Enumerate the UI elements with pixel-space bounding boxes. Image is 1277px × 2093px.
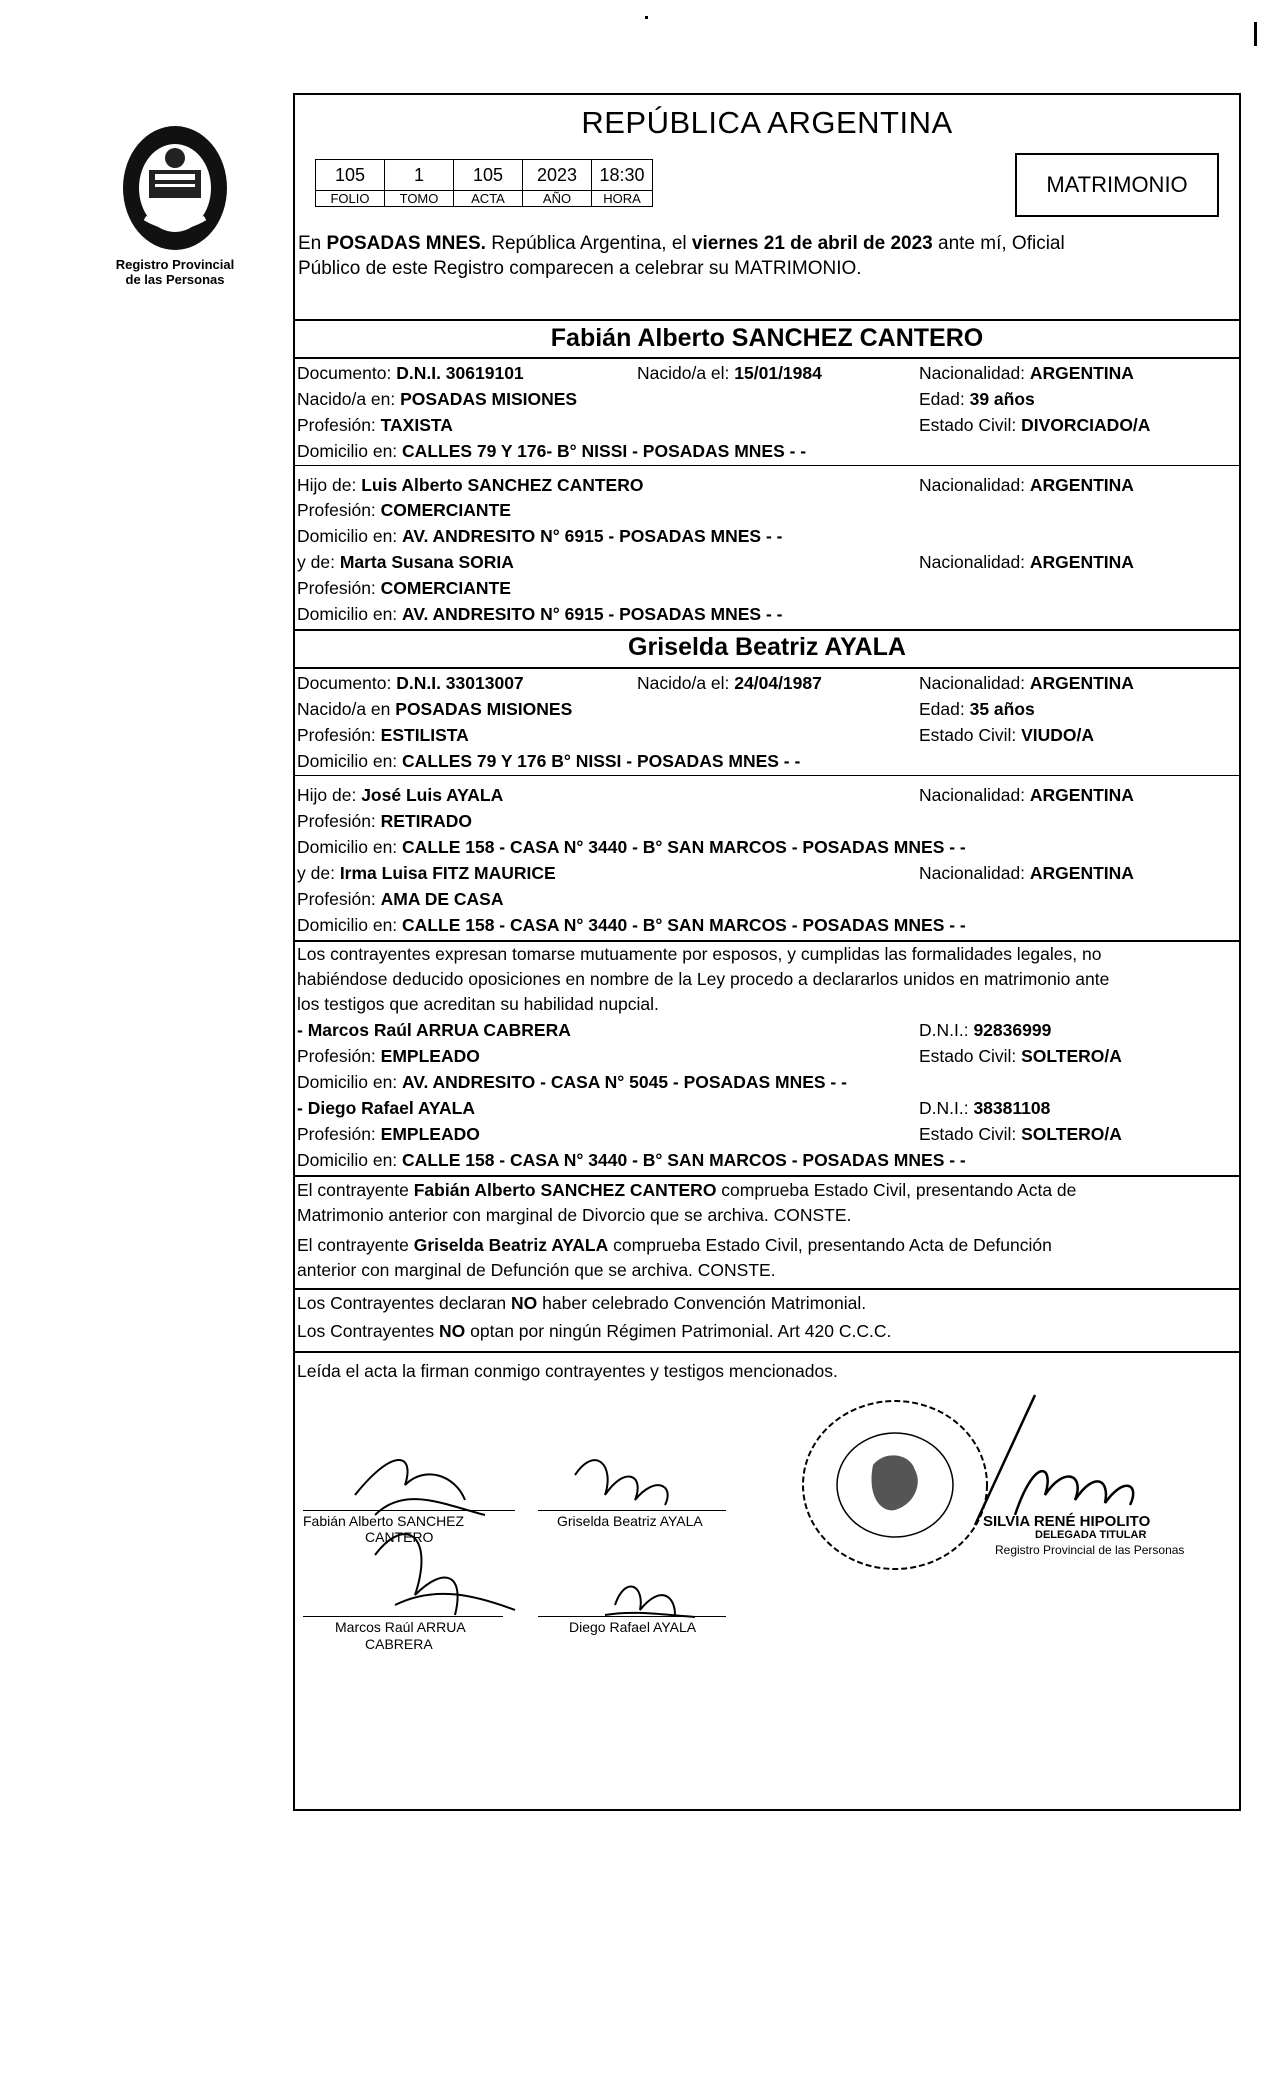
c2-nacido-el: Nacido/a el: 24/04/1987 bbox=[637, 673, 822, 693]
c1-padre-profesion: Profesión: COMERCIANTE bbox=[297, 500, 511, 520]
contrayente-1-name: Fabián Alberto SANCHEZ CANTERO bbox=[550, 324, 984, 352]
t1-estado-civil: Estado Civil: SOLTERO/A bbox=[919, 1046, 1122, 1066]
tomo-value: 1 bbox=[385, 160, 454, 191]
sig-label-2: Griselda Beatriz AYALA bbox=[557, 1513, 703, 1529]
hora-label: HORA bbox=[592, 191, 653, 207]
logo-caption-1: Registro Provincial bbox=[115, 257, 235, 272]
anio-value: 2023 bbox=[523, 160, 592, 191]
c2-padre-domicilio: Domicilio en: CALLE 158 - CASA N° 3440 - B° SAN MARCOS - POSADAS MNES - - bbox=[297, 837, 966, 857]
logo-caption-2: de las Personas bbox=[125, 272, 225, 287]
t1-domicilio: Domicilio en: AV. ANDRESITO - CASA N° 5045 - POSADAS MNES - - bbox=[297, 1072, 847, 1092]
t2-profesion: Profesión: EMPLEADO bbox=[297, 1124, 480, 1144]
oficial-title: DELEGADA TITULAR bbox=[1035, 1529, 1147, 1541]
c1-madre-profesion: Profesión: COMERCIANTE bbox=[297, 578, 511, 598]
folio-value: 105 bbox=[316, 160, 385, 191]
c1-padre: Hijo de: Luis Alberto SANCHEZ CANTERO bbox=[297, 475, 644, 495]
acta-document: REPÚBLICA ARGENTINA 105 1 105 2023 18:30 FOLIO TOMO ACTA AÑO HORA MATRIMONIO En POSADAS MNES. República Argentina, el viernes 21 de abril de 2023 ante mí, Oficial Público de este Registro comparecen a celebrar su MATRIMONIO. Fabián Alberto SANCHEZ CANTERO Documento: D.N.I. 30619101 Nacido/a el: 15/01/1984 Nacionalidad: ARGENTINA Nacido/a en: POSADAS MISIONES Edad: 39 años Profesión: TAXISTA Estado Civil: DIVORCIADO/A Domicilio en: CALLES 79 Y 176- B° NISSI - POSADAS MNES - - Hijo de: Luis Alberto SANCHEZ CANTERO Nacionalidad: ARGENTINA Profesión: COMERCIANTE Domicilio en: AV. ANDRESITO N° 6915 - POSADAS MNES - - y de: Marta Susana SORIA Nacionalidad: ARGENTINA Profesión: COMERCIANTE Domicilio en: AV. ANDRESITO N° 6915 - POSADAS MNES - - Griselda Beatriz AYALA Documento: D.N.I. 33013007 Nacido/a el: 24/04/1987 Nacionalidad: ARGENTINA Nacido/a en POSADAS MISIONES Edad: 35 años Profesión: ESTILISTA Estado Civil: VIUDO/A Domicilio en: CALLES 79 Y 176 B° NISSI - POSADAS MNES - - Hijo de: José Luis AYALA Nacionalidad: ARGENTINA Profesión: RETIRADO Domicilio en: CALLE 158 - CASA N° 3440 - B° SAN MARCOS - POSADAS MNES - - y de: Irma Luisa FITZ MAURICE Nacionalidad: ARGENTINA Profesión: AMA DE CASA Domicilio en: CALLE 158 - CASA N° 3440 - B° SAN MARCOS - POSADAS MNES - - Los contrayentes expresan tomarse mutuamente por esposos, y cumplidas las formalidades legales, no habiéndose deducido oposiciones en nombre de la Ley procedo a declararlos unidos en matrimonio ante los testigos que acreditan su habilidad nupcial. - Marcos Raúl ARRUA CABRERA D.N.I.: 92836999 Profesión: EMPLEADO Estado Civil: SOLTERO/A Domicilio en: AV. ANDRESITO - CASA N° 5045 - POSADAS MNES - - - Diego Rafael AYALA D.N.I.: 38381108 Profesión: EMPLEADO Estado Civil: SOLTERO/A Domicilio en: CALLE 158 - CASA N° 3440 - B° SAN MARCOS - POSADAS MNES - - El contrayente Fabián Alberto SANCHEZ CANTERO comprueba Estado Civil, presentando Acta de Matrimonio anterior con marginal de Divorcio que se archiva. CONSTE. El contrayente Griselda Beatriz AYALA comprueba Estado Civil, presentando Acta de Defunción anterior con marginal de Defunción que se archiva. CONSTE. Los Contrayentes declaran NO haber celebrado Convención Matrimonial. Los Contrayentes NO optan por ningún Régimen Patrimonial. Art 420 C.C.C. Leída el acta la firman conmigo contrayentes y testigos mencionados. Fabián Alberto SANCHEZ CANTERO Griselda Beatriz AYALA Marcos Raúl ARRUA CABRERA Diego Rafael AYALA SILVIA RENÉ HIPOLITO DELEGADA TITULAR Registro Provincial de las Personas bbox=[293, 93, 1241, 1811]
c2-documento: Documento: D.N.I. 33013007 bbox=[297, 673, 524, 693]
page-title: REPÚBLICA ARGENTINA bbox=[581, 105, 953, 140]
firmas-intro: Leída el acta la firman conmigo contrayentes y testigos mencionados. bbox=[297, 1361, 838, 1381]
c1-nacido-en: Nacido/a en: POSADAS MISIONES bbox=[297, 389, 578, 409]
sig-label-1b: CANTERO bbox=[365, 1529, 434, 1545]
sig-label-3b: CABRERA bbox=[365, 1636, 433, 1652]
hora-value: 18:30 bbox=[592, 160, 653, 191]
anio-label: AÑO bbox=[523, 191, 592, 207]
tomo-label: TOMO bbox=[385, 191, 454, 207]
c2-padre-nacionalidad: Nacionalidad: ARGENTINA bbox=[919, 785, 1134, 805]
t2-estado-civil: Estado Civil: SOLTERO/A bbox=[919, 1124, 1122, 1144]
t1-profesion: Profesión: EMPLEADO bbox=[297, 1046, 480, 1066]
c1-documento: Documento: D.N.I. 30619101 bbox=[297, 363, 524, 383]
c2-madre-domicilio: Domicilio en: CALLE 158 - CASA N° 3440 - B° SAN MARCOS - POSADAS MNES - - bbox=[297, 915, 966, 935]
c2-profesion: Profesión: ESTILISTA bbox=[297, 725, 469, 745]
sig-label-1a: Fabián Alberto SANCHEZ bbox=[303, 1513, 465, 1529]
c2-nacionalidad: Nacionalidad: ARGENTINA bbox=[919, 673, 1134, 693]
c1-estado-civil: Estado Civil: DIVORCIADO/A bbox=[919, 415, 1151, 435]
c2-madre: y de: Irma Luisa FITZ MAURICE bbox=[297, 863, 556, 883]
t2-domicilio: Domicilio en: CALLE 158 - CASA N° 3440 - B° SAN MARCOS - POSADAS MNES - - bbox=[297, 1150, 966, 1170]
c2-madre-profesion: Profesión: AMA DE CASA bbox=[297, 889, 504, 909]
c1-padre-nacionalidad: Nacionalidad: ARGENTINA bbox=[919, 475, 1134, 495]
c2-domicilio: Domicilio en: CALLES 79 Y 176 B° NISSI - POSADAS MNES - - bbox=[297, 751, 801, 771]
acta-reference-table bbox=[315, 159, 653, 207]
c2-estado-civil: Estado Civil: VIUDO/A bbox=[919, 725, 1095, 745]
intro-line-2: Público de este Registro comparecen a celebrar su MATRIMONIO. bbox=[298, 258, 862, 279]
c1-madre-domicilio: Domicilio en: AV. ANDRESITO N° 6915 - POSADAS MNES - - bbox=[297, 604, 783, 624]
oficial-registry: Registro Provincial de las Personas bbox=[995, 1543, 1185, 1557]
sig-label-4: Diego Rafael AYALA bbox=[569, 1619, 697, 1635]
c1-nacionalidad: Nacionalidad: ARGENTINA bbox=[919, 363, 1134, 383]
c2-padre-profesion: Profesión: RETIRADO bbox=[297, 811, 473, 831]
sig-label-3a: Marcos Raúl ARRUA bbox=[335, 1619, 466, 1635]
c1-nacido-el: Nacido/a el: 15/01/1984 bbox=[637, 363, 822, 383]
acta-label: ACTA bbox=[454, 191, 523, 207]
c1-padre-domicilio: Domicilio en: AV. ANDRESITO N° 6915 - POSADAS MNES - - bbox=[297, 526, 783, 546]
t1-name: - Marcos Raúl ARRUA CABRERA bbox=[297, 1020, 571, 1040]
t2-dni: D.N.I.: 38381108 bbox=[919, 1098, 1051, 1118]
c2-edad: Edad: 35 años bbox=[919, 699, 1035, 719]
c1-madre-nacionalidad: Nacionalidad: ARGENTINA bbox=[919, 552, 1134, 572]
c1-edad: Edad: 39 años bbox=[919, 389, 1035, 409]
t2-name: - Diego Rafael AYALA bbox=[297, 1098, 475, 1118]
oficial-name: SILVIA RENÉ HIPOLITO bbox=[983, 1513, 1151, 1530]
acta-value: 105 bbox=[454, 160, 523, 191]
act-type-box: MATRIMONIO bbox=[1015, 153, 1219, 217]
folio-label: FOLIO bbox=[316, 191, 385, 207]
c2-padre: Hijo de: José Luis AYALA bbox=[297, 785, 504, 805]
c1-domicilio: Domicilio en: CALLES 79 Y 176- B° NISSI - POSADAS MNES - - bbox=[297, 441, 807, 461]
t1-dni: D.N.I.: 92836999 bbox=[919, 1020, 1052, 1040]
c1-profesion: Profesión: TAXISTA bbox=[297, 415, 453, 435]
c1-madre: y de: Marta Susana SORIA bbox=[297, 552, 514, 572]
c2-madre-nacionalidad: Nacionalidad: ARGENTINA bbox=[919, 863, 1134, 883]
registry-logo bbox=[115, 118, 235, 258]
contrayente-2-name: Griselda Beatriz AYALA bbox=[628, 633, 906, 661]
intro-line-1: En POSADAS MNES. República Argentina, el viernes 21 de abril de 2023 ante mí, Oficial bbox=[298, 233, 1065, 254]
c2-nacido-en: Nacido/a en POSADAS MISIONES bbox=[297, 699, 573, 719]
